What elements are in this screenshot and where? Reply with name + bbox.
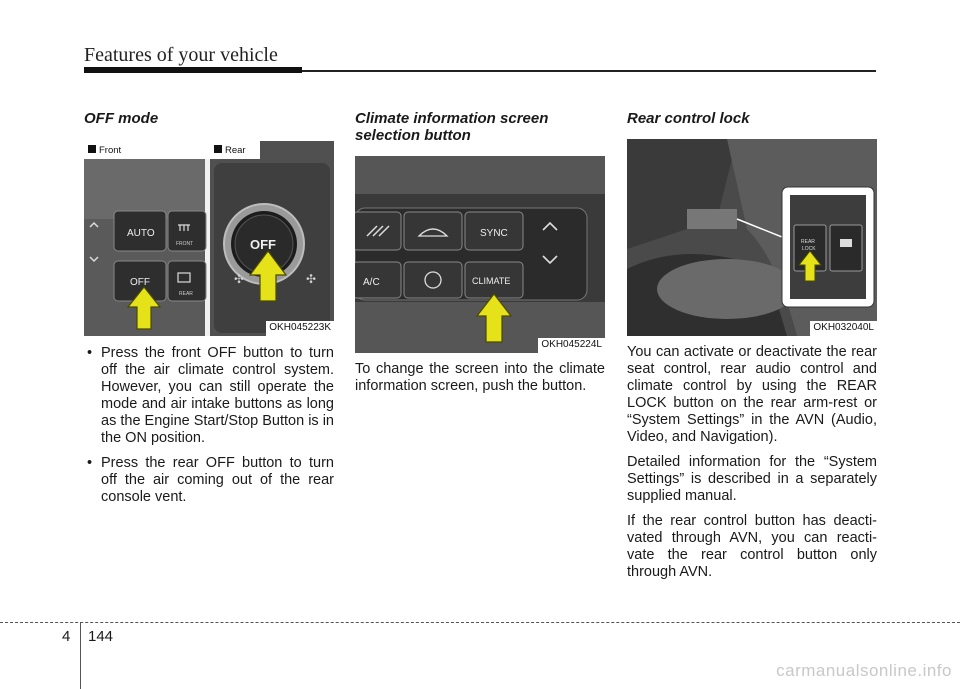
label-front: Front <box>99 145 122 156</box>
climate-info-body: To change the screen into the climate information screen, push the button. <box>355 361 605 394</box>
figure-climate-illustration <box>355 156 605 353</box>
figure-code: OKH032040L <box>810 321 877 336</box>
header-rule <box>302 70 876 72</box>
page-number: 144 <box>88 628 114 645</box>
figure-climate-info <box>355 156 605 353</box>
bullet-item: • Press the front OFF button to turn off the air climate control system. However, you can still operate the mode and air intake buttons as long as the Engine Start/Stop Button is in the ON position. <box>84 345 334 447</box>
figure-off-mode <box>84 139 334 336</box>
front-defrost-label: FRONT <box>176 241 194 247</box>
section-climate-info <box>355 110 605 403</box>
figure-code: OKH045224L <box>538 338 605 353</box>
fan-high-icon: ✣ <box>306 272 317 286</box>
climate-label: CLIMATE <box>472 276 511 286</box>
section-title-climate-info: Climate information screen selection button <box>355 110 549 144</box>
rear-defrost-label: REAR <box>179 291 193 297</box>
section-off-mode <box>84 110 334 514</box>
figure-off-mode-illustration <box>84 139 334 336</box>
label-rear: Rear <box>225 145 246 156</box>
section-title-rear-lock: Rear control lock <box>627 110 750 127</box>
section-rear-lock <box>627 110 877 589</box>
header-title: Features of your vehicle <box>84 44 278 66</box>
seat-icon <box>840 239 852 247</box>
figure-code: OKH045223K <box>266 321 334 336</box>
rear-dial-label: OFF <box>250 237 276 252</box>
section-title-off-mode: OFF mode <box>84 110 159 127</box>
front-auto-label: AUTO <box>127 228 155 239</box>
fan-low-icon: ✣ <box>234 272 245 286</box>
page-section: 4 <box>62 628 71 645</box>
front-off-label: OFF <box>130 277 150 288</box>
rear-lock-body <box>627 344 877 581</box>
paragraph: If the rear control button has deacti-vated through AVN, you can reacti-vate the rear control button only through AVN. <box>627 513 877 580</box>
header-bar <box>84 67 302 73</box>
footer-divider <box>80 622 81 689</box>
defrost-icon <box>178 225 190 231</box>
paragraph: You can activate or deactivate the rear seat control, rear audio control and climate control by using the REAR LOCK button on the rear arm-rest or “System Settings” in the AVN (Audio, Video, and Navigation). <box>627 344 877 445</box>
paragraph: Detailed information for the “System Settings” is described in a separately supplied manual. <box>627 454 877 504</box>
figure-rear-lock <box>627 139 877 336</box>
rear-seat-button[interactable] <box>830 225 862 271</box>
bullet-list <box>84 345 334 506</box>
watermark: carmanualsonline.info <box>776 661 952 680</box>
sync-label: SYNC <box>480 228 508 239</box>
rear-lock-label-2: LOCK <box>802 246 816 252</box>
footer-rule <box>0 622 960 623</box>
figure-rear-lock-illustration <box>627 139 877 336</box>
air-intake-button[interactable] <box>404 212 462 250</box>
bullet-item: • Press the rear OFF button to turn off the air coming out of the rear console vent. <box>84 455 334 506</box>
auto-button[interactable] <box>404 262 462 298</box>
rear-lock-label-1: REAR <box>801 239 815 245</box>
ac-label: A/C <box>363 277 380 288</box>
